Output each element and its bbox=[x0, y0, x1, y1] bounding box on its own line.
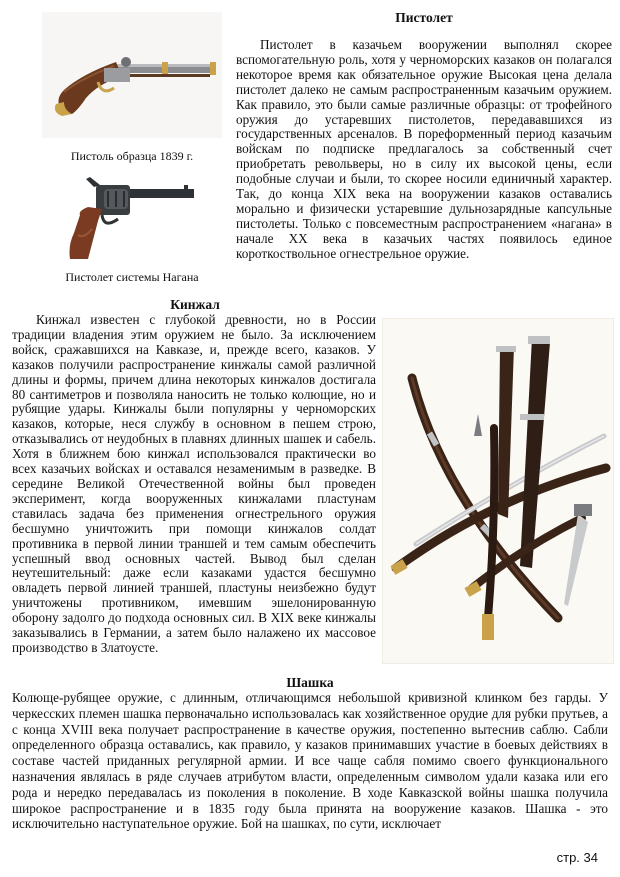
nagant-revolver-caption: Пистолет системы Нагана bbox=[65, 270, 199, 284]
kinzhal-paragraph: Кинжал известен с глубокой древности, но в России традиции владения этим оружием не было. За исключением войск, сражавшихся на Кавказе, и, прежде всего, казаков. У казаков получили распространение кинжалы самой различной длины и формы, причем длина некоторых кинжалов достигала 80 сантиметров и позволяла наносить не только колющие, но и рубящие удары. Кинжалы были популярны у черноморских казаков, которые, неся службу в основном в пешем строю, отказывались от неудобных в плавнях длинных шашек и сабель. Хотя в ближнем бою кинжал использовался практически во всех казачьих войсках и оставался незаменимым в разведке. В середине Великой Отечественной войны был проведен эксперимент, когда вооруженных кинжалами пластунам ставилась задача без применения огнестрельного оружия бесшумно уничтожить при помощи кинжалов солдат противника в первой линии траншей и тем самым обеспечить успешный ввод основных частей. Вывод был сделан неутешительный: даже если казаками удастся бесшумно овладеть первой линией траншей, пластуны неизбежно будут уничтожены противником, имевшим эшелонированную оборону задолго до подхода основных сил. В XIX веке кинжалы заказывались в Германии, а затем было налажено их массовое производство в Златоусте. bbox=[12, 312, 376, 655]
pistol-paragraph: Пистолет в казачьем вооружении выполнял скорее вспомогательную роль, хотя у черноморских казаков он полагался некоторое время как обязательное оружие Высокая цена делала пистолет далеко не самым распространенным казачьим оружием. Как правило, это были самые различные образцы: от трофейного оружия до устаревших пистолетов, передававшихся из государственных арсеналов. В пореформенный период казачьим войскам по подписке предлагалось за собственный счет приобретать револьверы, но в силу их высокой цены, если подобные случаи и были, то скорее носили единичный характер. Так, до конца XIX века на вооружении казаков оставались морально и физически устаревшие дульнозарядные капсульные пистолеты. Только с повсеместным распространением «нагана» в начале XX века в казачьих частях появилось единое короткоствольное огнестрельное оружие. bbox=[236, 37, 612, 261]
pistol-1839-caption: Пистоль образца 1839 г. bbox=[70, 149, 194, 163]
section-title-kinzhal: Кинжал bbox=[170, 297, 220, 312]
pistol-1839-image bbox=[42, 12, 222, 138]
page-number: стр. 34 bbox=[556, 850, 598, 865]
daggers-sabres-illustration bbox=[382, 318, 614, 664]
nagant-revolver-image bbox=[58, 175, 198, 263]
section-title-pistol: Пистолет bbox=[395, 10, 453, 25]
section-title-shashka: Шашка bbox=[286, 675, 334, 690]
shashka-paragraph: Колюще-рубящее оружие, с длинным, отличающимся небольшой кривизной клинком без гарды. У черкесских племен шашка первоначально использовалась как хозяйственное орудие для рубки прутьев, а с конца XVIII века получает распространение в качестве оружия, постепенно вытеснив саблю. Сабли определенного образца оставались, как правило, у казаков принимавших участие в боевых действиях в составе частей приданных регулярной армии. И все чаще сабля помимо своего функционального назначения являлась в ряде случаев атрибутом власти, определенным символом удали казака или его рода и нередко передавалась из поколения в поколение. В ходе Кавказской войны шашка получила широкое распространение и в 1835 году была принята на вооружение казаков. Шашка - это исключительно наступательное оружие. Бой на шашках, по сути, исключает bbox=[12, 690, 608, 832]
